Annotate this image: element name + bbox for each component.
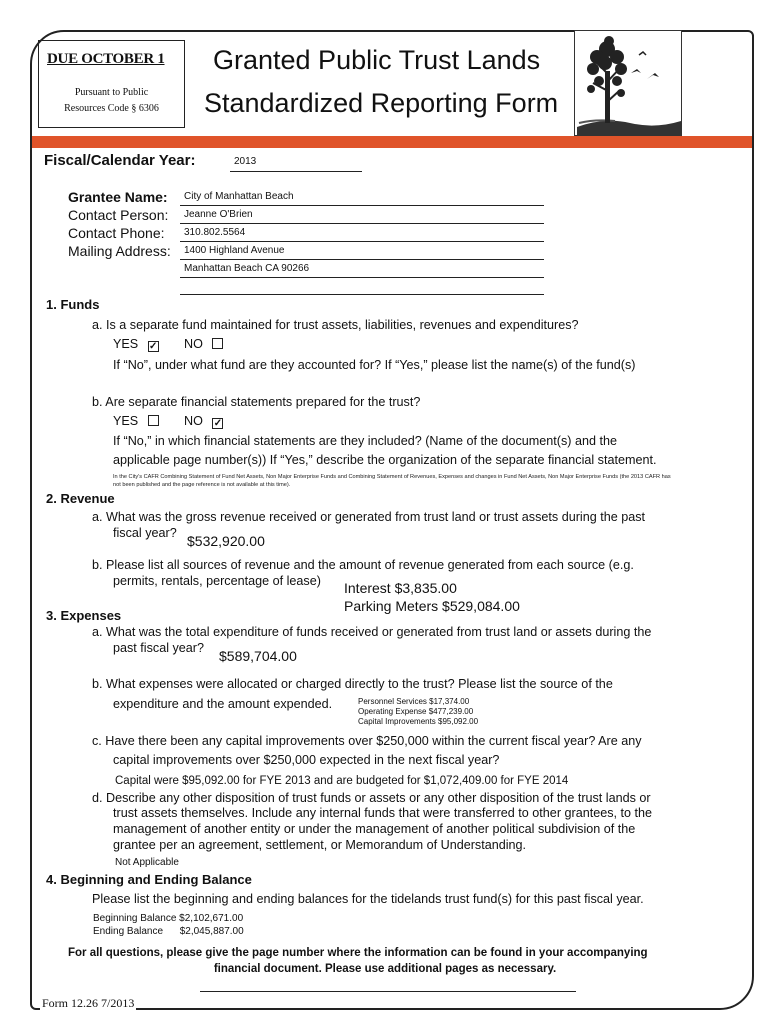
contact-person-label: Contact Person:: [68, 207, 169, 223]
funds-b-no-checkbox[interactable]: ✓: [213, 418, 223, 429]
fiscal-year-label: Fiscal/Calendar Year:: [44, 152, 196, 169]
expenses-a-answer[interactable]: $589,704.00: [219, 648, 297, 664]
funds-b-answer-2[interactable]: not been published and the page reference is not available at this time).: [113, 482, 291, 488]
signature-line: [200, 991, 576, 992]
expenses-question-a-line-1: a. What was the total expenditure of funds received or generated from trust land or assets during the: [92, 625, 652, 639]
mailing-line-1: [180, 259, 544, 260]
expenses-c-answer[interactable]: Capital were $95,092.00 for FYE 2013 and are budgeted for $1,072,409.00 for FYE 2014: [115, 775, 569, 787]
tree-landscape-icon: [574, 30, 682, 136]
expenses-b-answer-3[interactable]: Capital Improvements $95,092.00: [358, 717, 479, 726]
form-title-line-2: Standardized Reporting Form: [204, 88, 559, 118]
contact-phone-line: [180, 241, 544, 242]
expenses-question-d-line-2: trust assets themselves. Include any internal funds that were transferred to other grantees, to the: [113, 806, 653, 820]
mailing-address-line-1[interactable]: 1400 Highland Avenue: [184, 245, 285, 256]
funds-b-no-option[interactable]: [184, 414, 223, 429]
revenue-question-b-line-1: b. Please list all sources of revenue and the amount of revenue generated from each source (e.g.: [92, 558, 634, 572]
fiscal-year-value[interactable]: 2013: [234, 156, 257, 167]
expenses-b-answer-1[interactable]: Personnel Services $17,374.00: [358, 697, 470, 706]
revenue-a-answer[interactable]: $532,920.00: [187, 533, 265, 549]
expenses-question-a-line-2: past fiscal year?: [113, 641, 204, 655]
funds-b-no-label: NO: [184, 414, 203, 428]
revenue-question-b-line-2: permits, rentals, percentage of lease): [113, 574, 321, 588]
mailing-address-line-2[interactable]: Manhattan Beach CA 90266: [184, 263, 310, 274]
expenses-question-c-line-2: capital improvements over $250,000 expected in the next fiscal year?: [113, 753, 500, 767]
expenses-question-d-line-4: grantee per an agreement, settlement, or Memorandum of Understanding.: [113, 838, 527, 852]
funds-question-a: a. Is a separate fund maintained for trust assets, liabilities, revenues and expenditures?: [92, 318, 579, 332]
grantee-name-label: Grantee Name:: [68, 189, 168, 205]
expenses-b-answer-2[interactable]: Operating Expense $477,239.00: [358, 707, 474, 716]
funds-a-no-label: NO: [184, 337, 203, 351]
balance-heading: 4. Beginning and Ending Balance: [46, 872, 252, 887]
due-date-label: DUE OCTOBER 1: [47, 51, 165, 67]
form-title-line-1: Granted Public Trust Lands: [213, 45, 541, 75]
revenue-heading: 2. Revenue: [46, 491, 115, 506]
revenue-b-answer-1[interactable]: Interest $3,835.00: [344, 580, 457, 596]
fiscal-year-line: [230, 171, 362, 172]
expenses-question-b-line-1: b. What expenses were allocated or charged directly to the trust? Please list the source of the: [92, 677, 613, 691]
funds-a-no-checkbox[interactable]: [212, 338, 223, 349]
expenses-question-d-line-1: d. Describe any other disposition of trust funds or assets or any other disposition of the trust lands or: [92, 791, 651, 805]
pursuant-line-1: Pursuant to Public: [74, 87, 149, 98]
revenue-b-answer-2[interactable]: Parking Meters $529,084.00: [344, 598, 520, 614]
expenses-d-answer[interactable]: Not Applicable: [115, 857, 179, 868]
contact-phone-value[interactable]: 310.802.5564: [184, 227, 246, 238]
funds-b-answer-1[interactable]: In the City's CAFR Combining Statement of Fund Net Assets, Non Major Enterprise Funds and Combining Statement of Revenues, Expenses and changes in Fund Net Assets, Non Major Enterprise Funds (the 2013 CAFR has: [113, 474, 671, 480]
contact-phone-label: Contact Phone:: [68, 225, 165, 241]
grantee-name-line: [180, 205, 544, 206]
form-id: Form 12.26 7/2013: [42, 996, 135, 1010]
due-date-box: [38, 40, 185, 128]
balance-question: Please list the beginning and ending balances for the tidelands trust fund(s) for this past fiscal year.: [92, 892, 644, 906]
footer-note-line-1: For all questions, please give the page number where the information can be found in your accompanying: [68, 947, 648, 959]
contact-person-line: [180, 223, 544, 224]
funds-b-yes-checkbox[interactable]: [148, 415, 159, 426]
revenue-question-a-line-2: fiscal year?: [113, 526, 177, 540]
mailing-address-label: Mailing Address:: [68, 243, 171, 259]
balance-ending[interactable]: Ending Balance $2,045,887.00: [93, 926, 244, 937]
funds-heading: 1. Funds: [46, 297, 100, 312]
funds-b-followup-2: applicable page number(s)) If “Yes,” describe the organization of the separate financial statement.: [113, 453, 657, 467]
funds-a-no-option[interactable]: [184, 337, 223, 351]
expenses-question-b-line-2: expenditure and the amount expended.: [113, 697, 333, 711]
contact-person-value[interactable]: Jeanne O'Brien: [184, 209, 253, 220]
footer-note-line-2: financial document. Please use additional pages as necessary.: [213, 963, 557, 975]
funds-a-yes-label: YES: [113, 337, 139, 351]
revenue-question-a-line-1: a. What was the gross revenue received or generated from trust land or trust assets during the past: [92, 510, 646, 524]
funds-b-yes-option[interactable]: [113, 414, 159, 428]
expenses-question-c-line-1: c. Have there been any capital improvements over $250,000 within the current fiscal year? Are any: [92, 734, 642, 748]
funds-b-yes-label: YES: [113, 414, 139, 428]
grantee-name-value[interactable]: City of Manhattan Beach: [184, 191, 294, 202]
funds-b-followup-1: If “No,” in which financial statements are they included? (Name of the document(s) and the: [113, 434, 618, 448]
mailing-line-3: [180, 294, 544, 295]
mailing-line-2: [180, 277, 544, 278]
funds-a-yes-checkbox[interactable]: ✓: [149, 341, 158, 352]
balance-beginning[interactable]: Beginning Balance $2,102,671.00: [93, 913, 244, 924]
expenses-question-d-line-3: management of another entity or under the management of another political subdivision of the: [113, 822, 636, 836]
expenses-heading: 3. Expenses: [46, 608, 122, 623]
pursuant-line-2: Resources Code § 6306: [64, 103, 159, 114]
header-accent-bar: [32, 136, 752, 148]
funds-a-yes-option[interactable]: [113, 337, 159, 352]
funds-a-followup: If “No”, under what fund are they accounted for? If “Yes,” please list the name(s) of the fund(s): [113, 358, 636, 372]
funds-question-b: b. Are separate financial statements prepared for the trust?: [92, 395, 421, 409]
